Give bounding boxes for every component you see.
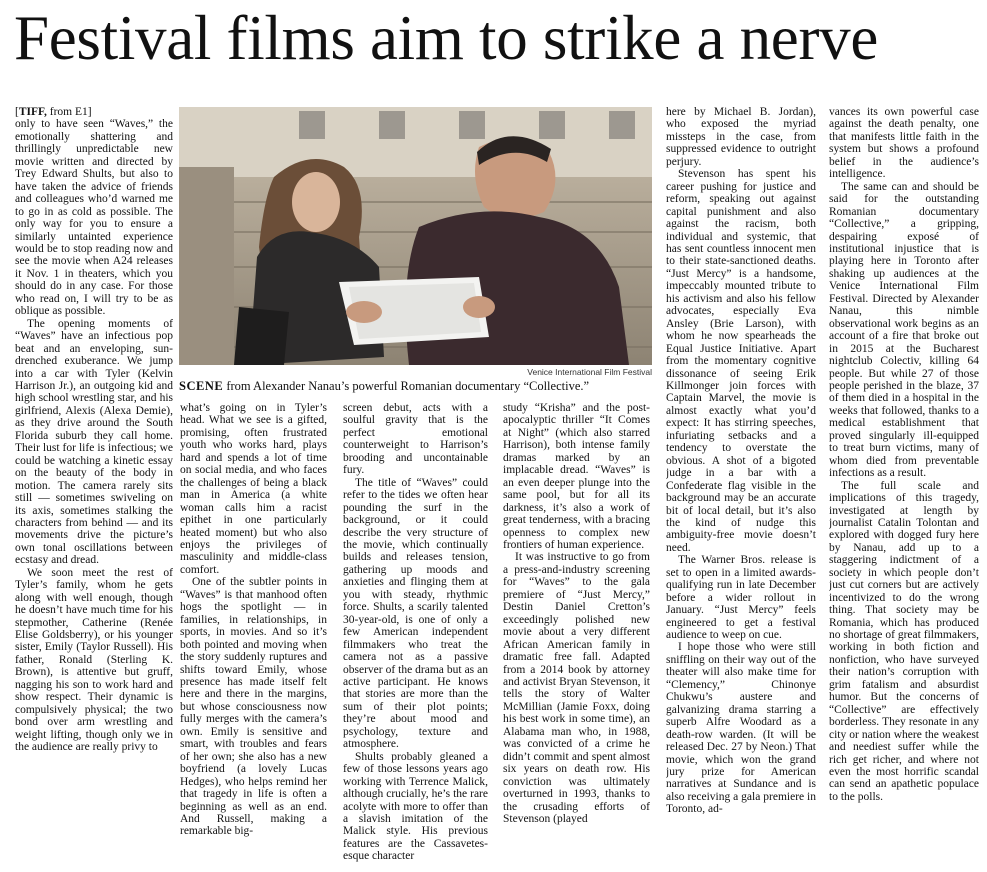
paragraph: It was instructive to go from a press-and-industry screening for “Waves” to the gala premiere of “Just Mercy,” Destin Daniel Cretton’s exceedingly polished new movie about a very different African American family in dramatic free fall. Adapted from a 2014 book by attorney and activist Bryan Stevenson, it tells the story of Walter McMillian (Jamie Foxx, doing his best work in some time), an Alabama man who, in 1988, was convicted of a crime he didn’t commit and spent almost six years on death row. His conviction was ultimately overturned in 1993, thanks to the crusading efforts of Stevenson (played	[503, 551, 650, 825]
caption-text: from Alexander Nanau’s powerful Romanian documentary “Collective.”	[223, 379, 590, 393]
paragraph: The Warner Bros. release is set to open in a limited awards-qualifying run in late December before a wider rollout in January. “Just Mercy” feels engineered to get a festival audience to weep on cue.	[666, 554, 816, 642]
column-1	[15, 106, 173, 872]
paragraph: screen debut, acts with a soulful gravity that is the perfect emotional counterweight to Harrison’s brooding and uncontainable fury.	[343, 402, 488, 477]
paragraph: here by Michael B. Jordan), who exposed the myriad missteps in the case, from suppressed evidence to outright perjury.	[666, 106, 816, 168]
paragraph: We soon meet the rest of Tyler’s family, whom he gets along with well enough, though he doesn’t have much time for his stepmother, Catherine (Renée Elise Goldsberry), or his younger sister, Emily (Taylor Russell). His father, Ronald (Sterling K. Brown), is attentive but gruff, nagging his son to work hard and show respect. Their dynamic is compulsively physical; the two bond over arm wrestling and weight lifting, though only we in the audience are really privy to	[15, 566, 173, 754]
paragraph: I hope those who were still sniffling on their way out of the theater will also make time for “Clemency,” Chinonye Chukwu’s austere and galvanizing drama starring a superb Alfre Woodard as a death-row warden. (It will be released Dec. 27 by Neon.) That movie, which won the grand jury prize for American narratives at Sundance and is also receiving a gala premiere in Toronto, ad-	[666, 641, 816, 816]
caption-lead: SCENE	[179, 379, 224, 393]
paragraph: what’s going on in Tyler’s head. What we see is a gifted, promising, often frustrated youth who works hard, plays hard and spends a lot of time on social media, and who faces the challenges of being a black man in America (a white woman calls him a racist epithet in one particularly heated moment) but who also enjoys the privileges of masculinity and middle-class comfort.	[180, 402, 327, 576]
paragraph: The same can and should be said for the outstanding Romanian documentary “Collective,” a gripping, despairing exposé of institutional injustice that is playing here in Toronto after shaking up audiences at the Venice International Film Festival. Directed by Alexander Nanau, this nimble observational work begins as an account of a fire that broke out in 2015 at the Bucharest nightclub Colectiv, killing 64 people. But while 27 of those people perished in the blaze, 37 of them died in a hospital in the weeks that followed, thanks to a medical establishment that proved singularly ill-equipped to treat burn victims, many of whom died from preventable infections as a result.	[829, 180, 979, 480]
paragraph: vances its own powerful case against the death penalty, one that manifests little faith in the system but shows a profound belief in the audience’s intelligence.	[829, 106, 979, 181]
photo-credit: Venice International Film Festival	[527, 367, 652, 377]
column-4	[503, 402, 650, 872]
paragraph: [TIFF, from E1]	[15, 106, 92, 118]
paragraph: The full scale and implications of this tragedy, investigated at length by journalist Catalin Tolontan and explored with dogged fury here by Nanau, add up to a staggering indictment of a society in which people don’t just cut corners but are actively incentivized to do the wrong thing. That society may be Romania, which has produced no shortage of great filmmakers, working in both fiction and nonfiction, who have surveyed their nation’s corruption with grim fatalism and absurdist humor. But the concerns of “Collective” are effectively borderless. They resonate in any city or nation where the weakest and neediest suffer while the rich get richer, and where not even the most horrific scandal can send an apathetic populace to the polls.	[829, 479, 979, 803]
column-5	[666, 106, 816, 872]
paragraph: The title of “Waves” could refer to the tides we often hear pounding the surf in the background, or it could describe the very structure of the movie, which continually builds and releases tension, gathering up moods and anxieties and flinging them at you with steady, rhythmic force. Shults, a scarily talented 30-year-old, is one of only a few American independent filmmakers who treat the camera not as a passive observer of the drama but as an active participant. He knows that stories are more than the sum of their plot points; they’re about mood and psychology, texture and atmosphere.	[343, 476, 488, 751]
paragraph: Stevenson has spent his career pushing for justice and reform, speaking out against capital punishment and also against the racism, both individual and systemic, that has sent countless innocent men to their state-sanctioned deaths. “Just Mercy” is a handsome, impeccably mounted tribute to his activism and also his fellow advocates, especially Eva Ansley (Brie Larson), with whom he now spearheads the Equal Justice Initiative. Apart from the momentary cognitive dissonance of seeing Erik Killmonger join forces with Captain Marvel, the movie is almost exactly what you’d expect: It has stirring speeches, infuriating setbacks and a tendency to overstate the obvious. A shot of a bigoted judge in a bar with a Confederate flag visible in the background may be an accurate bit of local detail, but it’s also the kind of nudge this ambiguity-free movie doesn’t need.	[666, 168, 816, 554]
article-photo	[179, 107, 652, 365]
jump-label: TIFF,	[18, 106, 47, 118]
headline: Festival films aim to strike a nerve	[14, 3, 879, 73]
column-6	[829, 106, 979, 872]
paragraph: One of the subtler points in “Waves” is that manhood often hogs the spotlight — in families, in relationships, in sports, in movies. And so it’s both pointed and moving when the story suddenly ruptures and shifts toward Emily, whose presence has made itself felt here and there in the margins, but whose consciousness now fully merges with the camera’s own. Emily is sensitive and smart, with troubles and fears of her own; she also has a new boyfriend (a lovely Lucas Hedges), who helps remind her that tragedy in life is often a beginning as well as an end. And Russell, making a remarkable big-	[180, 576, 327, 838]
paragraph: Shults probably gleaned a few of those lessons years ago working with Terrence Malick, although crucially, he’s the rare acolyte with more to offer than a slavish imitation of the Malick style. His previous features are the Cassavetes-esque character	[343, 750, 488, 863]
paragraph: study “Krisha” and the post-apocalyptic thriller “It Comes at Night” (which also starred Harrison), both intense family dramas marked by an implacable dread. “Waves” is an even deeper plunge into the same pool, but for all its darkness, it’s also a work of great tenderness, with a bracing openness to complex new frontiers of human experience.	[503, 402, 650, 551]
column-2	[180, 402, 327, 872]
photo-caption	[179, 379, 659, 394]
paragraph: only to have seen “Waves,” the emotionally shattering and thrillingly unpredictable new movie written and directed by Trey Edward Shults, but also to have taken the advice of friends and colleagues who’d warned me to go in as cold as possible. The only way for you to ensure a similarly untainted experience would be to stop reading now and see the movie when A24 releases it Nov. 1 in theaters, which you should do in any case. For those who read on, I will try to be as oblique as possible.	[15, 118, 173, 318]
jump-from: from E1]	[46, 106, 92, 118]
paragraph: The opening moments of “Waves” have an infectious pop beat and an enveloping, sun-drenched exuberance. We jump into a car with Tyler (Kelvin Harrison Jr.), an outgoing kid and high school wrestling star, and his girlfriend, Alexis (Alexa Demie), as they drive around the South Florida suburb they call home. Their lust for life is infectious; we could be watching a kinetic essay on the beauty of the body in motion. The camera rarely sits still — sometimes swiveling on its axis, sometimes stalking the characters from behind — and its movements drive the picture’s own tonal oscillations between ecstasy and dread.	[15, 317, 173, 567]
column-3	[343, 402, 488, 872]
